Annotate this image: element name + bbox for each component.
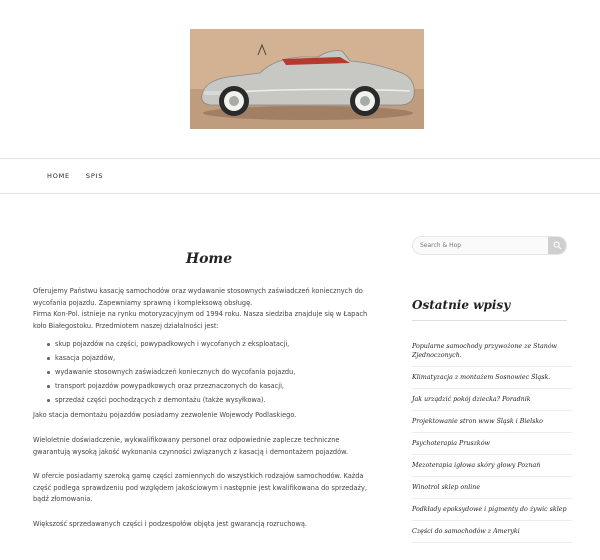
- recent-post-link[interactable]: Winotrol sklep online: [412, 477, 572, 499]
- nav-item-home[interactable]: HOME: [47, 172, 70, 180]
- main-content: [33, 286, 378, 531]
- search-box: [412, 236, 567, 255]
- intro-paragraph: Oferujemy Państwu kasację samochodów oraz wydawanie stosownych zaświadczeń koniecznych do wycofania pojazdu. Zapewniamy sprawną i kompleksową obsługę.: [33, 287, 363, 307]
- list-item: kasacja pojazdów,: [47, 351, 378, 365]
- list-item: skup pojazdów na części, powypadkowych i wycofanych z eksploatacji,: [47, 337, 378, 351]
- offer-paragraph: W ofercie posiadamy szeroką gamę części zamiennych do wszystkich rodzajów samochodów. Każda część podlega sprawdzeniu pod względem jakościowym i następnie jest kwalifikowana do sprzedaży, bądź złomowania.: [33, 472, 367, 504]
- sidebar-title: Ostatnie wpisy: [412, 298, 511, 312]
- search-icon: [553, 241, 562, 250]
- search-button[interactable]: [548, 237, 566, 254]
- recent-post-link[interactable]: Projektowanie stron www Śląsk i Bielsko: [412, 411, 572, 433]
- recent-post-link[interactable]: Mezoterapia igłowa skóry głowy Poznań: [412, 455, 572, 477]
- recent-post-link[interactable]: Popularne samochody przywożone ze Stanów Zjednoczonych.: [412, 338, 572, 367]
- header-image: [190, 29, 424, 129]
- list-item: sprzedaż części pochodzących z demontażu (także wysyłkowa).: [47, 393, 378, 407]
- list-item: transport pojazdów powypadkowych oraz przeznaczonych do kasacji,: [47, 379, 378, 393]
- main-nav: [47, 172, 103, 180]
- recent-post-link[interactable]: Jak urządzić pokój dziecka? Poradnik: [412, 389, 572, 411]
- vintage-car-illustration: [190, 29, 424, 129]
- recent-post-link[interactable]: Klimatyzacja z montażem Sosnowiec Śląsk.: [412, 367, 572, 389]
- experience-paragraph: Wieloletnie doświadczenie, wykwalifikowany personel oraz odpowiednie zaplecze techniczne gwarantują wysoką jakość wykonania czynności związanych z kasacją i demontażem pojazdów.: [33, 435, 349, 456]
- list-item: wydawanie stosownych zaświadczeń koniecznych do wycofania pojazdu,: [47, 365, 378, 379]
- recent-posts-list: [412, 338, 572, 543]
- company-paragraph: Firma Kon-Pol. istnieje na rynku motoryzacyjnym od 1994 roku. Nasza siedziba znajduje się w Łapach koło Białegostoku. Przedmiotem naszej działalności jest:: [33, 310, 368, 330]
- search-input[interactable]: [413, 237, 549, 254]
- recent-post-link[interactable]: Części do samochodów z Ameryki: [412, 521, 572, 543]
- recent-post-link[interactable]: Podkłady epoksydowe i pigmenty do żywic sklep: [412, 499, 572, 521]
- services-list: [47, 337, 378, 407]
- recent-post-link[interactable]: Psychoterapia Pruszków: [412, 433, 572, 455]
- header-divider: [0, 158, 600, 159]
- page-title: Home: [185, 251, 233, 267]
- sidebar-title-divider: [412, 320, 567, 321]
- more-paragraph: Większość sprzedawanych części i podzespołów objęta jest gwarancją rozruchową.: [33, 519, 307, 528]
- nav-divider: [0, 193, 600, 194]
- nav-item-spis[interactable]: SPIS: [85, 172, 104, 180]
- station-paragraph: Jako stacja demontażu pojazdów posiadamy zezwolenie Wojewody Podlaskiego.: [33, 411, 297, 420]
